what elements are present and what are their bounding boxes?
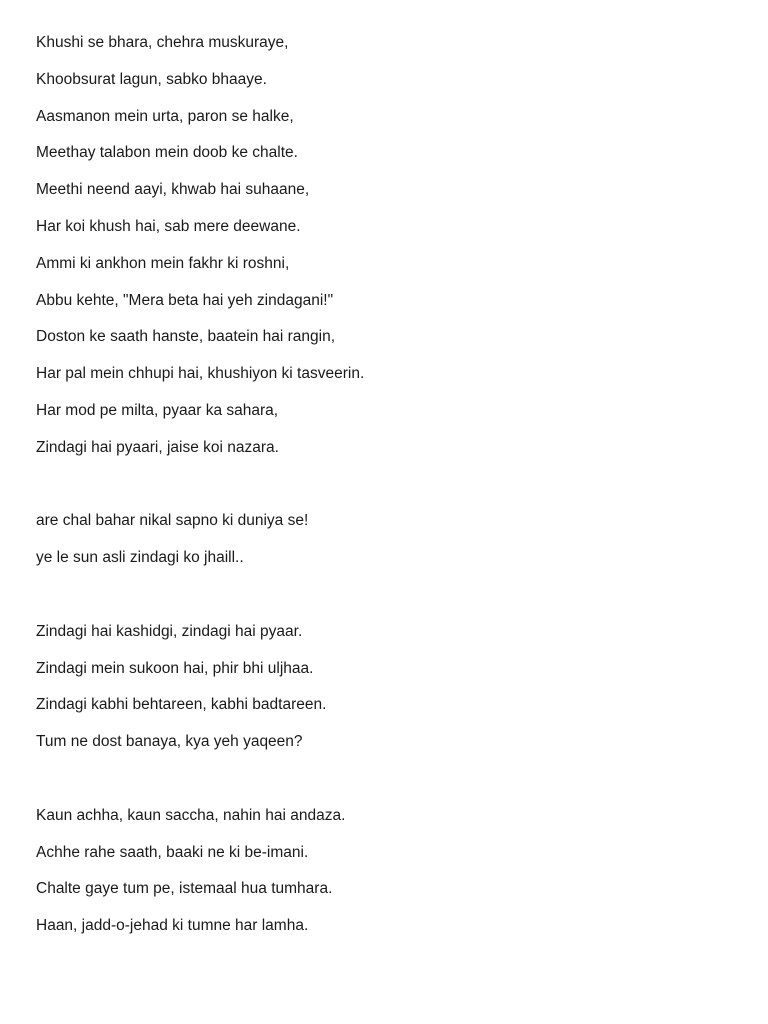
- stanza-gap: [36, 473, 736, 510]
- poem-line: ye le sun asli zindagi ko jhaill..: [36, 549, 244, 567]
- poem-line: Zindagi mein sukoon hai, phir bhi uljhaa.: [36, 659, 314, 677]
- poem-line: Khushi se bhara, chehra muskuraye,: [36, 34, 289, 51]
- poem-line: Achhe rahe saath, baaki ne ki be-imani.: [36, 843, 309, 861]
- poem-text: [36, 31, 736, 951]
- stanza-4: [36, 804, 736, 951]
- poem-line: are chal bahar nikal sapno ki duniya se!: [36, 512, 309, 530]
- stanza-1: [36, 31, 736, 473]
- poem-line: Doston ke saath hanste, baatein hai rangin,: [36, 328, 336, 346]
- poem-line: Kaun achha, kaun saccha, nahin hai andaza.: [36, 806, 346, 824]
- poem-line: Tum ne dost banaya, kya yeh yaqeen?: [36, 733, 303, 751]
- poem-line: Abbu kehte, "Mera beta hai yeh zindagani!": [36, 291, 334, 309]
- poem-line: Khoobsurat lagun, sabko bhaaye.: [36, 70, 267, 88]
- poem-line: Har mod pe milta, pyaar ka sahara,: [36, 401, 279, 419]
- poem-line: Chalte gaye tum pe, istemaal hua tumhara.: [36, 880, 333, 898]
- stanza-gap: [36, 767, 736, 804]
- stanza-gap: [36, 583, 736, 620]
- poem-line: Aasmanon mein urta, paron se halke,: [36, 107, 294, 125]
- poem-line: Zindagi kabhi behtareen, kabhi badtareen.: [36, 696, 327, 714]
- poem-line: Haan, jadd-o-jehad ki tumne har lamha.: [36, 917, 309, 935]
- stanza-3: [36, 620, 736, 767]
- poem-line: Meethay talabon mein doob ke chalte.: [36, 144, 298, 162]
- poem-line: Har koi khush hai, sab mere deewane.: [36, 217, 301, 235]
- poem-line: Ammi ki ankhon mein fakhr ki roshni,: [36, 254, 290, 272]
- stanza-2: [36, 509, 736, 583]
- poem-line: Har pal mein chhupi hai, khushiyon ki tasveerin.: [36, 365, 365, 383]
- poem-line: Zindagi hai kashidgi, zindagi hai pyaar.: [36, 622, 303, 640]
- poem-line: Meethi neend aayi, khwab hai suhaane,: [36, 181, 310, 199]
- poem-line: Zindagi hai pyaari, jaise koi nazara.: [36, 438, 279, 456]
